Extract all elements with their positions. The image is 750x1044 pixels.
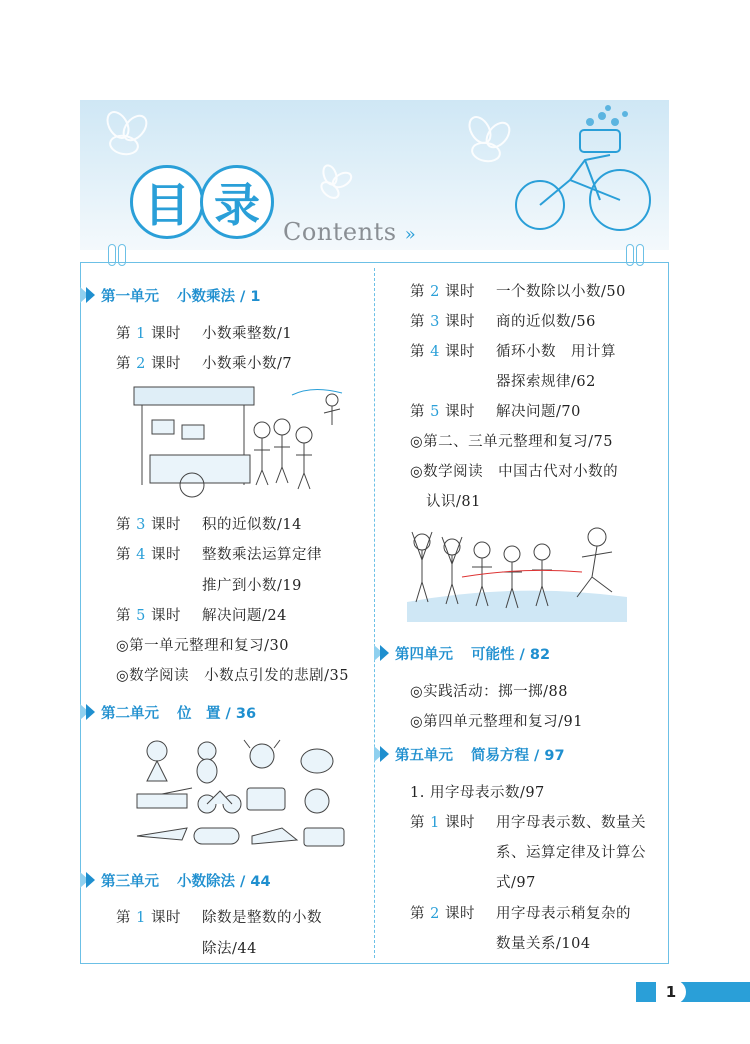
lesson-entry[interactable] (116, 322, 293, 343)
lesson-number: 第 2 课时 (410, 284, 475, 300)
lesson-title-continued: 数量关系/104 (496, 936, 591, 952)
race-illustration (402, 522, 632, 622)
position-illustration (132, 736, 357, 858)
review-entry[interactable]: ◎第二、三单元整理和复习/75 (410, 434, 613, 450)
lesson-number: 第 4 课时 (116, 547, 181, 563)
lesson-digit: 2 (136, 356, 146, 372)
page-number-tab (636, 982, 750, 1002)
lesson-title-continued: 推广到小数/19 (202, 578, 302, 594)
lesson-number: 第 2 课时 (410, 906, 475, 922)
lesson-digit: 4 (136, 547, 146, 563)
lesson-entry[interactable] (116, 543, 322, 564)
lesson-entry[interactable] (410, 902, 631, 923)
lesson-title-continued: 除法/44 (202, 941, 257, 957)
lesson-number: 第 1 课时 (116, 910, 181, 926)
lesson-entry[interactable] (116, 513, 302, 534)
lesson-number: 第 5 课时 (410, 404, 475, 420)
lesson-number: 第 1 课时 (116, 326, 181, 342)
lesson-title-continued: 系、运算定律及计算公 (496, 845, 646, 861)
contents-word: Contents (283, 218, 397, 246)
unit-title: 位 置 / 36 (177, 705, 257, 722)
column-divider (374, 268, 375, 958)
chevron-icon (380, 746, 389, 762)
contents-heading (283, 218, 416, 246)
lesson-title-continued: 器探索规律/62 (496, 374, 596, 390)
unit-heading-1[interactable] (80, 283, 260, 307)
lesson-number: 第 4 课时 (410, 344, 475, 360)
lesson-entry[interactable] (410, 400, 581, 421)
lesson-digit: 5 (136, 608, 146, 624)
unit-title: 可能性 / 82 (471, 646, 551, 663)
chevron-icon (380, 645, 389, 661)
title-char-lu (200, 165, 274, 239)
lesson-title: 一个数除以小数/50 (496, 284, 626, 300)
lesson-entry[interactable] (116, 604, 287, 625)
lesson-digit: 1 (136, 326, 146, 342)
title-char-lu-text: 录 (214, 178, 260, 232)
lesson-title: 用字母表示数、数量关 (496, 815, 646, 831)
lesson-digit: 2 (430, 284, 440, 300)
unit-name: 第一单元 (101, 288, 159, 305)
lesson-digit: 5 (430, 404, 440, 420)
lesson-digit: 2 (430, 906, 440, 922)
lesson-title: 小数乘小数/7 (202, 356, 293, 372)
unit-heading-3[interactable] (80, 868, 271, 892)
unit-title: 小数乘法 / 1 (177, 288, 261, 305)
lesson-number: 第 5 课时 (116, 608, 181, 624)
reading-entry[interactable]: ◎数学阅读 小数点引发的悲剧/35 (116, 668, 349, 684)
lesson-title-continued: 式/97 (496, 875, 536, 891)
lesson-title: 用字母表示稍复杂的 (496, 906, 631, 922)
lesson-entry[interactable] (410, 310, 596, 331)
market-illustration (132, 385, 362, 500)
lesson-digit: 1 (430, 815, 440, 831)
lesson-title: 整数乘法运算定律 (202, 547, 322, 563)
chevron-icon (86, 704, 95, 720)
section-entry[interactable]: 1. 用字母表示数/97 (410, 785, 545, 801)
lesson-title: 商的近似数/56 (496, 314, 596, 330)
lesson-number: 第 3 课时 (116, 517, 181, 533)
lesson-title: 解决问题/24 (202, 608, 287, 624)
review-entry[interactable]: ◎第一单元整理和复习/30 (116, 638, 289, 654)
lesson-digit: 4 (430, 344, 440, 360)
unit-name: 第四单元 (395, 646, 453, 663)
reading-entry[interactable]: ◎数学阅读 中国古代对小数的 (410, 464, 619, 480)
lesson-digit: 1 (136, 910, 146, 926)
review-entry[interactable]: ◎第四单元整理和复习/91 (410, 714, 583, 730)
lesson-number: 第 1 课时 (410, 815, 475, 831)
title-char-mu (130, 165, 204, 239)
page-number: 1 (656, 980, 686, 1004)
title-char-mu-text: 目 (144, 178, 190, 232)
lesson-number: 第 2 课时 (116, 356, 181, 372)
lesson-title: 除数是整数的小数 (202, 910, 322, 926)
lesson-title: 循环小数 用计算 (496, 344, 616, 360)
lesson-title: 积的近似数/14 (202, 517, 302, 533)
lesson-number: 第 3 课时 (410, 314, 475, 330)
activity-entry[interactable]: ◎实践活动：掷一掷/88 (410, 684, 568, 700)
lesson-title: 小数乘整数/1 (202, 326, 293, 342)
lesson-title: 解决问题/70 (496, 404, 581, 420)
unit-name: 第五单元 (395, 747, 453, 764)
lesson-entry[interactable] (410, 811, 646, 832)
lesson-entry[interactable] (116, 906, 322, 927)
unit-title: 简易方程 / 97 (471, 747, 565, 764)
unit-heading-2[interactable] (80, 700, 256, 724)
chevron-icon (86, 872, 95, 888)
lesson-entry[interactable] (410, 280, 626, 301)
unit-name: 第三单元 (101, 873, 159, 890)
unit-title: 小数除法 / 44 (177, 873, 271, 890)
contents-arrow-icon: » (404, 224, 417, 245)
unit-heading-5[interactable] (374, 742, 565, 766)
chevron-icon (86, 287, 95, 303)
reading-entry-continued: 认识/81 (426, 494, 481, 510)
lesson-digit: 3 (136, 517, 146, 533)
lesson-entry[interactable] (116, 352, 293, 373)
lesson-digit: 3 (430, 314, 440, 330)
lesson-entry[interactable] (410, 340, 616, 361)
unit-heading-4[interactable] (374, 641, 550, 665)
unit-name: 第二单元 (101, 705, 159, 722)
